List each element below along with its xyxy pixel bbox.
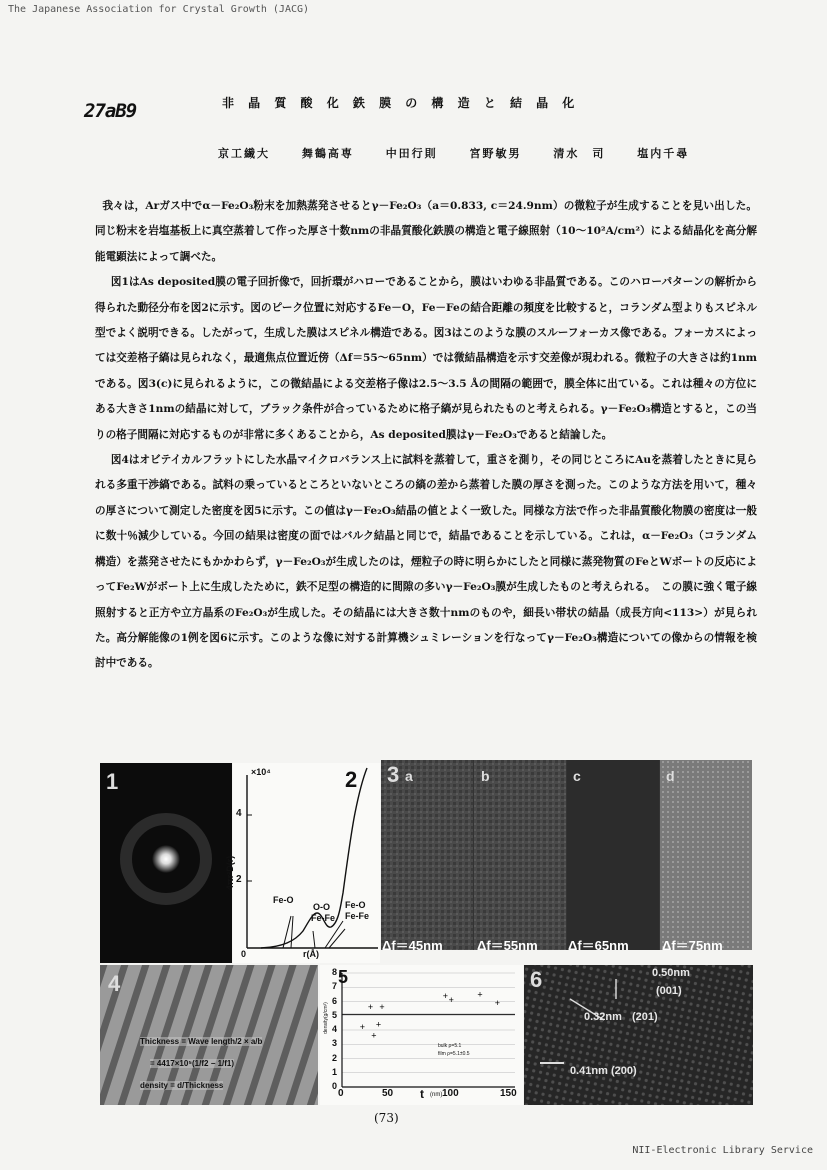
figure-2-ytick-2: 2 (236, 874, 242, 885)
figure-5-ytick: 0 (332, 1081, 338, 1091)
paper-title: 非 晶 質 酸 化 鉄 膜 の 構 造 と 結 晶 化 (222, 96, 580, 110)
figure-5-xtick-150: 150 (500, 1088, 517, 1099)
body-paragraph-2: 図1はAs deposited膜の電子回折像で，回折環がハローであることから，膜はいわゆる非晶質である。このハローパターンの解析から得られた動径分布を図2に示す。図のピーク位置に対応するFe－O，Fe－Feの結合距離の頻度を比較すると，コランダム型よりもスピネル型でよく説明できる。したがって，生成した膜はスピネル構造である。図3はこのような膜のスルーフォーカス像である。フォーカスによっては交差格子縞は見られなく，最適焦点位置近傍（Δf＝55～65nm）では微結晶構造を示す交差像が現われる。微粒子の大きさは約1nmである。図3(c)に見られるように，この微結晶による交差格子像は2.5～3.5 Åの間隔の範囲で，膜全体に出ている。これは種々の方位にある大きさ1nmの結晶に対して，ブラック条件が合っているために格子縞が見られたものと考えられる。γ－Fe₂O₃構造とすると，この当りの格子間隔に対応するものが非常に多くあることから，As deposited膜はγ－Fe₂O₃であると結論した。 (95, 276, 757, 441)
figure-3-label: 3 (387, 762, 400, 787)
figure-5-plot (320, 965, 523, 1105)
author-1: 中田行則 (385, 147, 438, 160)
figure-4-eq-line-2: = 4417×10⁵(1/f2 − 1/f1) (150, 1059, 235, 1068)
author-2: 宮野敏男 (469, 147, 522, 160)
figure-5-ytick: 4 (332, 1024, 338, 1034)
page-number: (73) (374, 1111, 399, 1125)
figure-2-ylabel: 4πr²D(r) (225, 855, 236, 891)
figure-6-spacing-041: 0.41nm (200) (570, 1065, 637, 1077)
figure-2-ytick-0: 0 (241, 949, 247, 959)
library-footer: NII-Electronic Library Service (632, 1145, 813, 1156)
figure-6-spacing-050: 0.50nm (652, 967, 690, 979)
figure-3-sub-a: a (405, 768, 413, 784)
figure-1-diffraction (100, 763, 232, 963)
figure-5-xlabel: t (420, 1087, 424, 1101)
figure-4-eq-line-3: density = d/Thickness (140, 1081, 224, 1090)
figure-4-label: 4 (108, 971, 121, 996)
figure-2-ytick-4: 4 (236, 808, 242, 819)
figure-5-xtick-100: 100 (442, 1088, 459, 1099)
figure-3-caption-b: Δf＝55nm (477, 938, 538, 953)
figure-6-label: 6 (530, 967, 543, 992)
figure-6-spacing-032: 0.32nm (584, 1011, 622, 1023)
figure-5-density-chart (320, 965, 523, 1105)
body-paragraph-3: 図4はオビテイカルフラットにした水晶マイクロバランス上に試料を蒸着して，重さを測り，その同じところにAuを蒸着したときに見られる多重干渉縞である。試料の乗っているところといないところの縞の差から蒸着した膜の厚さを測った。このような方法を用いて，種々の厚さについて測定した密度を図5に示す。この値はγ－Fe₂O₃結晶の値とよく一致した。同様な方法で作った非晶質酸化物膜の密度は一般に数十％減少している。今回の結果は密度の面ではバルク結晶と同じで，結晶であることを示している。これは，α－Fe₂O₃（コランダム構造）を蒸発させたにもかかわらず，γ－Fe₂O₃が生成したのは，煙粒子の時に明らかにしたと同様に蒸発物質のFeとWボートの反応によってFe₂Wがボート上に生成したために，鉄不足型の構造的に間隙の多いγ－Fe₂O₃膜が生成したものと考えられる。 この膜に強く電子線照射すると正方や立方晶系のFe₂O₃が生成した。その結晶には大きさ数十nmのものや，細長い帯状の結晶（成長方向<113>）が見られた。高分解能像の1例を図6に示す。このような像に対する計算機シュミレーションを行なってγ－Fe₂O₃構造についての像からの情報を検討中である。 (95, 454, 757, 670)
figure-6-plane-001: (001) (656, 985, 682, 997)
figure-2-annotation-fe-o-2: Fe-O (345, 900, 366, 910)
figure-5-ytick: 8 (332, 967, 338, 977)
affiliation-1: 京工繊大 (218, 147, 270, 160)
figure-5-data-point: + (367, 1002, 374, 1013)
figure-5-legend-bulk: bulk ρ=5.1 (438, 1043, 462, 1049)
figure-5-data-point: + (477, 989, 483, 1000)
figure-3-sub-b: b (481, 768, 490, 784)
figure-5-xtick-50: 50 (382, 1088, 394, 1099)
figure-5-xunit: (nm) (430, 1092, 443, 1098)
figure-2-radial-distribution (225, 763, 380, 963)
figure-5-data-point: + (448, 995, 454, 1006)
body-paragraph-1: 我々は，Arガス中でα－Fe₂O₃粉末を加熱蒸発させるとγ－Fe₂O₃（a＝0.833, c＝24.9nm）の微粒子が生成することを見い出した。同じ粉末を岩塩基板上に真空蒸着して作った厚さ十数nmの非晶質酸化鉄膜の構造と電子線照射（10～10²A/cm²）による結晶化を高分解能電顕法によって調べた。 (95, 200, 757, 263)
figure-5-ytick: 6 (332, 995, 338, 1006)
figure-5-label: 5 (338, 967, 349, 987)
figure-5-legend-film: film ρ=5.1±0.5 (438, 1051, 470, 1057)
figure-3-caption-d: Δf＝75nm (662, 938, 723, 953)
figure-3-caption-c: Δf＝65nm (568, 938, 629, 953)
author-3: 清水 司 (553, 147, 606, 160)
figure-4-eq-line-1: Thickness = Wave length/2 × a/b (140, 1037, 263, 1046)
figure-5-data-point: + (494, 997, 500, 1008)
figure-5-xtick-0: 0 (338, 1088, 344, 1099)
figure-2-xlabel: r(Å) (303, 949, 319, 959)
figure-6-hrem-image (524, 965, 753, 1105)
figure-5-data-point: + (442, 990, 449, 1001)
figure-5-data-point: + (359, 1022, 366, 1033)
figure-3-sub-c: c (573, 768, 581, 784)
figure-3-caption-a: Δf＝45nm (382, 938, 443, 953)
figure-3-through-focus (381, 760, 752, 950)
figure-5-ytick: 3 (332, 1038, 338, 1049)
figure-5-data-point: + (375, 1019, 382, 1030)
author-line (218, 145, 715, 161)
figure-6-plane-201: (201) (632, 1011, 658, 1023)
figure-5-ytick: 7 (332, 981, 338, 992)
figure-5-ylabel: density(g/cm³) (322, 1002, 329, 1034)
figure-2-label: 2 (345, 767, 358, 792)
figure-2-annotation-fe-o: Fe-O (273, 895, 294, 905)
figure-4-interference (100, 965, 318, 1105)
paper-body (95, 194, 757, 677)
journal-header: The Japanese Association for Crystal Growth (JACG) (8, 4, 310, 15)
paper-code: 27aB9 (84, 100, 137, 122)
figure-3-sub-d: d (666, 768, 675, 784)
figure-5-data-point: + (379, 1002, 385, 1013)
affiliation-2: 舞鶴高専 (301, 147, 354, 160)
figure-5-ytick: 1 (332, 1066, 338, 1077)
figure-5-data-point: + (371, 1030, 377, 1041)
figure-2-annotation-fe-fe: Fe-Fe (311, 913, 336, 923)
figure-5-ytick: 2 (332, 1052, 338, 1063)
figure-5-ytick: 5 (332, 1009, 338, 1020)
author-4: 塩内千尋 (637, 147, 690, 160)
figure-1-label: 1 (106, 769, 119, 794)
figure-2-yscale: ×10⁴ (251, 767, 271, 777)
figure-2-annotation-o-o: O-O (313, 902, 330, 912)
figure-2-annotation-fe-fe-2: Fe-Fe (345, 911, 370, 921)
